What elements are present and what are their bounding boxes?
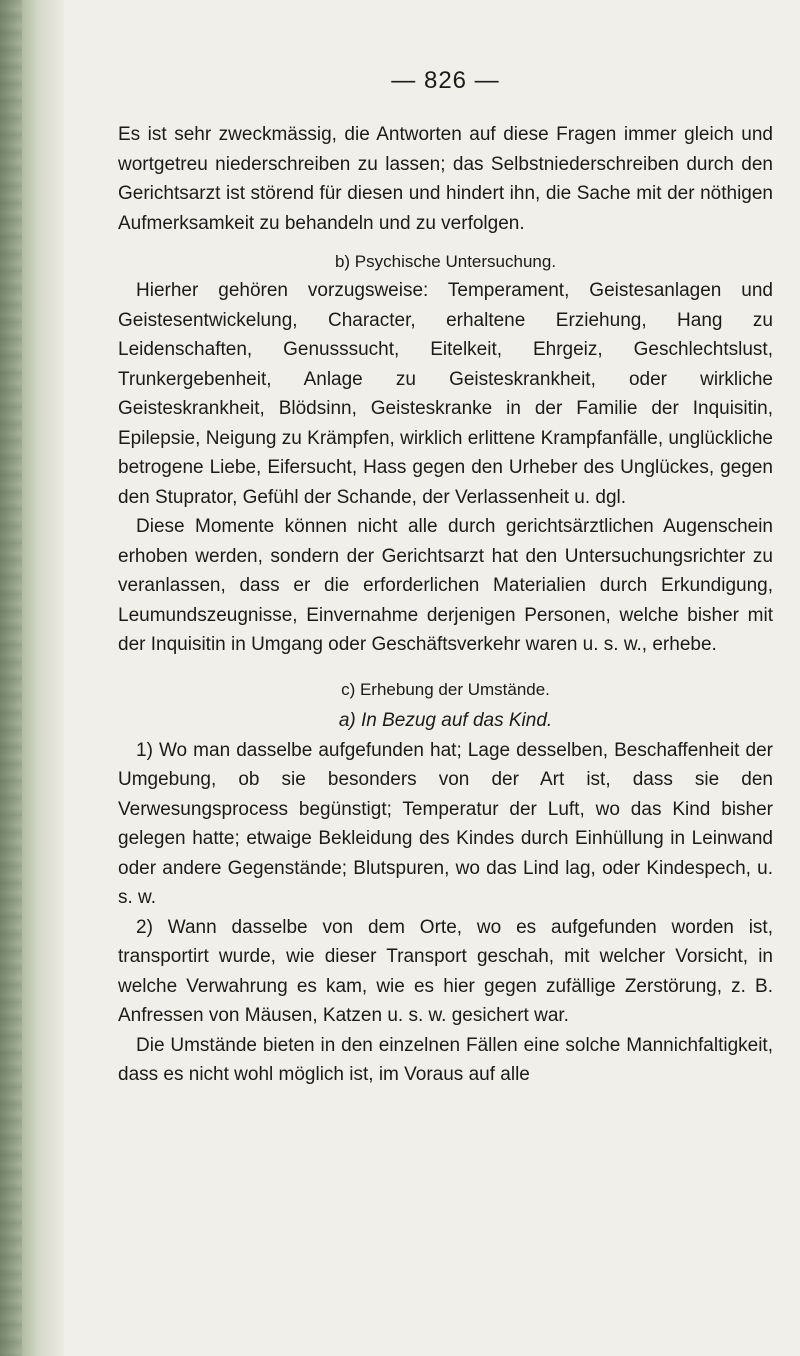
section-b-paragraph-2: Diese Momente können nicht alle durch gerichtsärztlichen Augenschein erhoben werden, sondern der Gerichtsarzt hat den Untersuchungsrichter zu veranlassen, dass er die erforderlichen Materialien durch Erkundigung, Leumundszeugnisse, Einvernahme derjenigen Personen, welche bisher mit der Inquisitin in Umgang oder Geschäftsverkehr waren u. s. w., erhebe. [118,516,773,655]
binding-gutter [0,0,64,1356]
section-b-heading: b) Psychische Untersuchung. [334,252,557,271]
section-c-paragraph-last: Die Umstände bieten in den einzelnen Fällen eine solche Mannichfaltigkeit, dass es nicht wohl möglich ist, im Voraus auf alle [118,1034,773,1085]
section-c-item-1: 1) Wo man dasselbe aufgefunden hat; Lage desselben, Beschaffenheit der Umgebung, ob sie besonders von der Art ist, dass sie den Verwesungsprocess begünstigt; Temperatur der Luft, wo das Kind bisher gelegen hatte; etwaige Bekleidung des Kindes durch Einhüllung in Leinwand oder andere Gegenstände; Blutspuren, wo das Lind lag, oder Kindespech, u. s. w. [118,739,773,908]
section-c-heading: c) Erhebung der Umstände. [341,679,550,699]
book-page [118,66,773,1090]
page-number: — 826 — [391,67,500,94]
section-c-subheading: a) In Bezug auf das Kind. [338,709,553,731]
intro-paragraph: Es ist sehr zweckmässig, die Antworten auf diese Fragen immer gleich und wortgetreu niederschreiben zu lassen; das Selbstniederschreiben durch den Gerichtsarzt ist störend für diesen und hindert ihn, die Sache mit der nöthigen Aufmerksamkeit zu behandeln und zu verfolgen. [118,124,773,234]
section-b-paragraph-1: Hierher gehören vorzugsweise: Temperament, Geistesanlagen und Geistesentwickelung, Character, erhaltene Erziehung, Hang zu Leidenschaften, Genusssucht, Eitelkeit, Ehrgeiz, Geschlechtslust, Trunkergebenheit, Anlage zu Geisteskrankheit, oder wirkliche Geisteskrankheit, Blödsinn, Geisteskranke in der Familie der Inquisitin, Epilepsie, Neigung zu Krämpfen, wirklich erlittene Krampfanfälle, unglückliche betrogene Liebe, Eifersucht, Hass gegen den Urheber des Unglückes, gegen den Stuprator, Gefühl der Schande, der Verlassenheit u. dgl. [118,280,773,508]
binding-shadow [0,0,22,1356]
section-c-item-2: 2) Wann dasselbe von dem Orte, wo es aufgefunden worden ist, transportirt wurde, wie dieser Transport geschah, mit welcher Vorsicht, in welche Verwahrung es kam, wie es hier gegen zufällige Zerstörung, z. B. Anfressen von Mäusen, Katzen u. s. w. gesichert war. [118,916,773,1026]
